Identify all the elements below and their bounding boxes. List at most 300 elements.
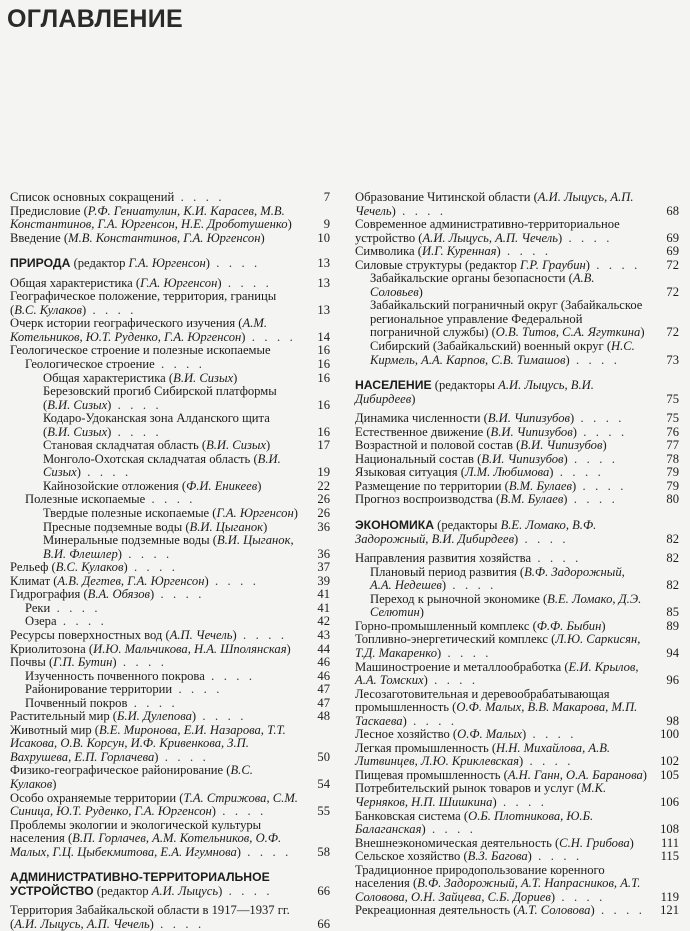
toc-entry-title: Введение (М.В. Константинов, Г.А. Юргенсон) <box>10 230 265 245</box>
leader-dots: . . . . <box>116 655 164 670</box>
toc-entry-text: Особо охраняемые территории <box>10 790 177 805</box>
toc-entry-title <box>10 190 174 204</box>
toc-entry-authors: А.И. Лыцусь, А.П. Чечель <box>422 230 558 245</box>
toc-entry-authors: В.С. Кулаков <box>10 763 253 791</box>
toc-section-heading[interactable] <box>355 379 679 406</box>
toc-entry-title: Образование Читинской области (А.И. Лыцусь, А.П. Чечель) <box>355 190 634 218</box>
toc-entry-authors: Т.А. Стрижова, С.М. Синица, Ю.Т. Руденко, Г.А. Юргенсон <box>10 790 298 819</box>
page-number: 47 <box>317 682 330 697</box>
leader-dots: . . . . <box>562 230 610 245</box>
toc-entry-text: Сибирский (Забайкальский) военный округ <box>370 339 604 354</box>
toc-entry[interactable] <box>355 552 679 566</box>
toc-entry[interactable] <box>355 593 679 620</box>
toc-entry-title: Сибирский (Забайкальский) военный округ (Н.С. Кирмель, А.А. Карпов, С.В. Тимашов) <box>370 339 635 367</box>
toc-entry-title: Физико-географическое районирование (В.С. Кулаков) <box>10 763 253 791</box>
leader-dots: . . . . <box>500 244 548 259</box>
toc-entry-text: Географическое положение, территория, границы <box>10 289 277 304</box>
toc-entry-authors: А.Т. Соловова <box>517 903 591 918</box>
toc-section-heading[interactable] <box>10 257 330 271</box>
toc-entry-title: Плановый период развития (В.Ф. Задорожный, А.А. Недешев) <box>370 564 625 593</box>
toc-entry[interactable] <box>10 521 330 535</box>
toc-entry-title: Кайнозойские отложения (Ф.И. Еникеев) <box>43 478 262 493</box>
toc-entry-authors: В.И. Чипизубов <box>481 451 564 466</box>
toc-entry-title: Березовский прогиб Сибирской платформы (В.И. Сизых) <box>43 384 277 412</box>
leader-dots: . . . . <box>576 478 624 493</box>
page-number: 43 <box>317 627 330 642</box>
page-number: 9 <box>323 217 330 232</box>
page-number: 72 <box>666 257 679 272</box>
toc-entry-title: Внешнеэкономическая деятельность (С.Н. Грибова) <box>355 835 634 850</box>
toc-entry-title: Национальный состав (В.И. Чипизубов) <box>355 451 568 466</box>
toc-entry-authors: В.И. Чипизубов <box>490 424 573 439</box>
toc-entry-authors: А.И. Лыцусь <box>151 883 219 898</box>
toc-entry-text: Изученность почвенного покрова <box>25 668 205 683</box>
leader-dots: . . . . <box>594 903 642 918</box>
toc-entry[interactable] <box>10 493 330 507</box>
leader-dots: . . . . <box>208 573 256 588</box>
leader-dots: . . . . <box>441 645 489 660</box>
page-number: 26 <box>317 492 330 507</box>
toc-entry-title: Прогноз воспроизводства (В.М. Булаев) <box>355 492 568 507</box>
toc-entry-title: Современное административно-территориальное устройство (А.И. Лыцусь, А.П. Чечель) <box>355 217 620 245</box>
toc-entry[interactable] <box>355 218 679 245</box>
toc-entry-authors: Г.А. Юргенсон <box>128 256 206 271</box>
page-number: 66 <box>317 916 330 931</box>
toc-entry[interactable] <box>355 742 679 769</box>
toc-entry-text: Внешнеэкономическая деятельность <box>355 835 552 850</box>
toc-entry-authors: Н.Н. Михайлова, А.В. Литвинцев, Л.Ю. Криклевская <box>355 740 611 769</box>
page-number: 54 <box>317 776 330 791</box>
toc-entry[interactable] <box>10 670 330 684</box>
page-number: 46 <box>317 668 330 683</box>
toc-entry-title: Силовые структуры (редактор Г.Р. Граубин) <box>355 257 590 272</box>
toc-entry[interactable] <box>10 358 330 372</box>
toc-entry-authors: Г.Р. Граубин <box>519 257 586 272</box>
leader-dots: . . . . <box>145 492 193 507</box>
toc-entry-authors: Л.Ю. Саркисян, Т.Д. Макаренко <box>355 632 641 660</box>
toc-entry[interactable] <box>10 615 330 629</box>
toc-entry-authors: О.В. Титов, С.А. Ягуткина <box>495 325 641 340</box>
page-number: 79 <box>666 478 679 493</box>
toc-entry-title: Потребительский рынок товаров и услуг (М.К. Черняков, Н.П. Шишкина) <box>355 781 607 809</box>
leader-dots: . . . . <box>531 849 580 864</box>
toc-entry[interactable] <box>355 850 679 864</box>
toc-entry[interactable] <box>10 534 330 561</box>
toc-entry[interactable] <box>355 340 679 367</box>
toc-entry[interactable] <box>10 819 330 860</box>
toc-entry-text: Пищевая промышленность <box>355 767 501 782</box>
toc-entry-title: Ресурсы поверхностных вод (А.П. Чечель) <box>10 627 237 642</box>
toc-entry-authors: В.З. Багова <box>467 849 528 864</box>
toc-entry[interactable] <box>355 272 679 299</box>
leader-dots: . . . . <box>111 424 159 439</box>
leader-dots: . . . . <box>241 844 289 859</box>
page-number: 13 <box>317 256 330 271</box>
toc-entry-authors: В.П. Горлачев, А.М. Котельников, О.Ф. Малых, Г.Ц. Цыбекмитова, Е.А. Игумнова <box>10 831 282 859</box>
toc-entry-authors: В.И. Сизых <box>47 397 108 412</box>
toc-entry[interactable] <box>10 904 330 931</box>
toc-entry[interactable] <box>355 453 679 467</box>
toc-entry-text: Легкая промышленность <box>355 740 489 755</box>
leader-dots: . . . . <box>80 465 129 480</box>
toc-entry[interactable] <box>10 588 330 602</box>
page-number: 68 <box>666 203 679 218</box>
toc-entry-title <box>25 682 172 696</box>
toc-section-heading[interactable] <box>355 519 679 546</box>
toc-entry-title: Минеральные подземные воды (В.И. Цыганок, В.И. Флешлер) <box>43 533 294 561</box>
page-number: 7 <box>323 190 330 204</box>
page-number: 41 <box>317 587 330 602</box>
toc-entry-text: Пресные подземные воды <box>43 519 183 534</box>
leader-dots: . . . . <box>526 727 574 742</box>
leader-dots: . . . . <box>553 465 601 480</box>
toc-entry-authors: В.И. Чипизубов <box>487 411 570 426</box>
toc-entry-title: АДМИНИСТРАТИВНО-ТЕРРИТОРИАЛЬНОЕ УСТРОЙСТВО (редактор А.И. Лыцусь) <box>10 870 270 898</box>
page-number: 55 <box>317 804 330 819</box>
leader-dots: . . . . <box>86 302 134 317</box>
toc-entry-authors: Н.С. Кирмель, А.А. Карпов, С.В. Тимашов <box>370 339 635 367</box>
toc-entry-title: Сельское хозяйство (В.З. Багова) <box>355 849 532 864</box>
toc-entry-text: Физико-географическое районирование <box>10 763 224 778</box>
toc-entry[interactable] <box>355 480 679 494</box>
toc-entry-authors: Г.П. Бутин <box>53 655 113 670</box>
toc-entry[interactable] <box>10 764 330 791</box>
toc-entry-text: Животный мир <box>10 722 92 737</box>
leader-dots: . . . . <box>567 451 615 466</box>
page-number: 78 <box>666 451 679 466</box>
toc-entry-authors: О.Ф. Малых, В.В. Макарова, М.П. Таскаева <box>355 700 638 728</box>
leader-dots: . . . . <box>531 551 579 566</box>
section-title: ПРИРОДА <box>10 256 71 271</box>
toc-entry-text: Плановый период развития <box>370 564 517 579</box>
toc-entry-text: Реки <box>25 600 51 615</box>
leader-dots: . . . . <box>121 546 170 561</box>
toc-entry-title: НАСЕЛЕНИЕ (редакторы А.И. Лыцусь, В.И. Дибирдеев) <box>355 378 594 406</box>
toc-entry-title: Твердые полезные ископаемые (Г.А. Юргенсон) <box>43 506 298 521</box>
toc-entry-title: Размещение по территории (В.М. Булаев) <box>355 478 577 493</box>
toc-entry-text: Районирование территории <box>25 682 173 697</box>
toc-entry-authors: С.Н. Грибова <box>559 835 630 850</box>
toc-entry-authors: А.Н. Ганн, О.А. Баранова <box>507 767 643 782</box>
toc-entry-text: Территория Забайкальской области в 1917—1937 гг. <box>10 903 290 918</box>
toc-entry[interactable] <box>10 792 330 819</box>
page-number: 106 <box>660 794 679 809</box>
toc-entry-title: Животный мир (В.Е. Миронова, Е.И. Назарова, Т.Т. Исакова, О.В. Корсун, И.Ф. Кривенкова, З.П. Вахрушева, Е.П. Горлачева) <box>10 722 286 764</box>
toc-entry-authors: Ф.И. Еникеев <box>186 478 258 493</box>
page-number: 17 <box>317 438 330 453</box>
toc-entry-title: Лесное хозяйство (О.Ф. Малых) <box>355 727 527 742</box>
toc-entry-title: Монголо-Охотская складчатая область (В.И. Сизых) <box>43 451 281 480</box>
toc-entry[interactable] <box>355 299 679 340</box>
toc-entry[interactable] <box>355 493 679 507</box>
page-number: 76 <box>666 424 679 439</box>
leader-dots: . . . . <box>111 397 159 412</box>
page-number: 42 <box>317 614 330 629</box>
toc-entry-text: Список основных сокращений <box>10 190 175 204</box>
page-number: 16 <box>317 370 330 385</box>
toc-entry[interactable] <box>355 810 679 837</box>
leader-dots: . . . . <box>196 709 244 724</box>
page-number: 85 <box>666 605 679 620</box>
toc-entry-text: Банковская система <box>355 808 461 823</box>
leader-dots: . . . . <box>245 329 293 344</box>
toc-entry-text: Очерк истории географического изучения <box>10 316 236 331</box>
section-title: НАСЕЛЕНИЕ <box>355 378 432 393</box>
page-number: 73 <box>666 352 679 367</box>
toc-entry-authors: А.И. Лыцусь, А.П. Чечель <box>355 190 634 218</box>
toc-entry[interactable] <box>10 643 330 657</box>
toc-entry-authors: В.Е. Миронова, Е.И. Назарова, Т.Т. Исакова, О.В. Корсун, И.Ф. Кривенкова, З.П. Вахрушева, Е.П. Горлачева <box>10 722 286 764</box>
toc-entry[interactable] <box>10 656 330 670</box>
toc-entry-title: Почвы (Г.П. Бутин) <box>10 655 117 670</box>
toc-entry[interactable] <box>10 602 330 616</box>
page-number: 75 <box>666 411 679 426</box>
toc-entry-authors: О.Ф. Малых <box>457 727 522 742</box>
toc-entry-authors: Ф.Ф. Быбин <box>536 618 602 633</box>
toc-entry-text: Размещение по территории <box>355 478 502 493</box>
toc-entry-authors: А.И. Лыцусь, В.И. Дибирдеев <box>355 378 594 406</box>
toc-entry[interactable] <box>355 633 679 660</box>
toc-entry-title: ЭКОНОМИКА (редакторы В.Е. Ломако, В.Ф. Задорожный, В.И. Дибирдеев) <box>355 518 597 546</box>
toc-entry-text: Рельеф <box>10 560 49 575</box>
toc-entry-title: Предисловие (Р.Ф. Гениатулин, К.И. Карасев, М.В. Константинов, Г.А. Юргенсон, Н.Е. Дроботушенко) <box>10 203 292 232</box>
section-title: ЭКОНОМИКА <box>355 518 435 533</box>
toc-entry[interactable] <box>10 372 330 386</box>
page-number: 96 <box>666 673 679 688</box>
toc-section-heading[interactable] <box>10 871 330 898</box>
toc-entry-title: Топливно-энергетический комплекс (Л.Ю. Саркисян, Т.Д. Макаренко) <box>355 632 641 660</box>
toc-entry[interactable] <box>355 904 679 918</box>
leader-dots: . . . . <box>158 749 206 764</box>
toc-entry-text: Горно-промышленный комплекс <box>355 618 530 633</box>
toc-entry-authors: В.И. Цыганок <box>189 519 264 534</box>
toc-entry-text: Общая характеристика <box>43 370 166 385</box>
toc-entry-text: Рекреационная деятельность <box>355 903 511 918</box>
page-title: ОГЛАВЛЕНИЕ <box>7 5 183 33</box>
toc-entry[interactable] <box>10 439 330 453</box>
toc-entry[interactable] <box>10 724 330 765</box>
toc-entry-text: Переход к рыночной экономике <box>370 591 540 606</box>
toc-entry[interactable] <box>355 837 679 851</box>
toc-entry-text: Символика <box>355 244 415 259</box>
page-number: 58 <box>317 844 330 859</box>
toc-entry-text: Топливно-энергетический комплекс <box>355 632 548 647</box>
toc-entry[interactable] <box>355 259 679 273</box>
toc-entry[interactable] <box>355 728 679 742</box>
page-number: 100 <box>660 727 679 742</box>
toc-entry-title: Кодаро-Удоканская зона Алданского щита (В.И. Сизых) <box>43 411 270 439</box>
leader-dots: . . . . <box>590 257 638 272</box>
toc-entry[interactable] <box>355 466 679 480</box>
toc-entry-text: Национальный состав <box>355 451 475 466</box>
page-number: 79 <box>666 465 679 480</box>
page-number: 66 <box>317 883 330 898</box>
toc-entry-text: Кайнозойские отложения <box>43 478 179 493</box>
toc-entry-authors: А.П. Чечель <box>169 627 233 642</box>
leader-dots: . . . . <box>153 916 202 931</box>
page-number: 36 <box>317 546 330 561</box>
toc-entry-text: Языковая ситуация <box>355 465 458 480</box>
toc-left-column <box>10 191 330 931</box>
toc-entry[interactable] <box>355 782 679 809</box>
toc-entry[interactable] <box>10 697 330 711</box>
leader-dots: . . . . <box>221 275 269 290</box>
toc-entry-title: ПРИРОДА (редактор Г.А. Юргенсон) <box>10 256 210 271</box>
toc-entry-text: Направления развития хозяйства <box>355 551 532 566</box>
toc-entry[interactable] <box>355 620 679 634</box>
toc-entry-title: Банковская система (О.Б. Плотникова, Ю.Б. Балаганская) <box>355 808 594 837</box>
toc-entry-title: Традиционное природопользование коренного населения (В.Ф. Задорожный, А.Т. Напрасников, А.Т. Соловова, О.Н. Зайцева, С.Б. Дориев) <box>355 862 641 904</box>
leader-dots: . . . . <box>406 713 455 728</box>
leader-dots: . . . . <box>56 614 104 629</box>
page-number: 13 <box>317 275 330 290</box>
toc-entry-authors: А.И. Лыцусь, А.П. Чечель <box>14 916 150 931</box>
toc-entry[interactable] <box>10 561 330 575</box>
toc-entry-authors: В.А. Обязов <box>87 587 150 602</box>
toc-entry-text: Общая характеристика <box>10 275 133 290</box>
leader-dots: . . . . <box>127 560 175 575</box>
toc-entry[interactable] <box>10 385 330 412</box>
toc-entry-authors: А.В. Дегтев, Г.А. Юргенсон <box>57 573 205 588</box>
toc-entry-authors: И.Ю. Мальчикова, Н.А. Шполянская <box>93 641 287 656</box>
toc-entry-text: Растительный мир <box>10 709 110 724</box>
page-number: 47 <box>317 695 330 710</box>
section-title: АДМИНИСТРАТИВНО-ТЕРРИТОРИАЛЬНОЕ УСТРОЙСТВО <box>10 870 270 898</box>
page-number: 115 <box>660 849 679 864</box>
toc-entry[interactable] <box>355 688 679 729</box>
toc-entry-authors: Б.И. Дулепова <box>117 709 192 724</box>
toc-entry-authors: Г.А. Юргенсон <box>216 506 294 521</box>
page-number: 16 <box>317 397 330 412</box>
toc-entry-authors: И.Г. Куренная <box>422 244 497 259</box>
toc-entry[interactable] <box>10 232 330 246</box>
toc-entry-text: Кодаро-Удоканская зона Алданского щита <box>43 411 270 426</box>
toc-entry-title: Общая характеристика (Г.А. Юргенсон) <box>10 275 222 290</box>
toc-entry[interactable] <box>10 629 330 643</box>
toc-entry[interactable] <box>10 205 330 232</box>
page-number: 16 <box>317 343 330 358</box>
toc-entry-text: Забайкальский пограничный округ (Забайкальское региональное управление Федеральной пограничной службы) <box>370 298 643 340</box>
toc-entry-title: Пресные подземные воды (В.И. Цыганок) <box>43 519 268 534</box>
toc-entry-authors: В.Ф. Задорожный, А.А. Недешев <box>370 564 625 593</box>
page-number: 111 <box>661 835 679 850</box>
page-number: 41 <box>317 600 330 615</box>
leader-dots: . . . . <box>172 682 220 697</box>
toc-entry-title: Особо охраняемые территории (Т.А. Стрижова, С.М. Синица, Ю.Т. Руденко, Г.А. Юргенсон) <box>10 790 298 819</box>
toc-entry[interactable] <box>355 661 679 688</box>
toc-entry-title: Машиностроение и металлообработка (Е.И. Крылов, А.А. Томских) <box>355 659 639 688</box>
toc-entry[interactable] <box>10 412 330 439</box>
toc-entry[interactable] <box>10 453 330 480</box>
leader-dots: . . . . <box>50 600 98 615</box>
toc-entry[interactable] <box>10 191 330 205</box>
toc-entry[interactable] <box>10 575 330 589</box>
toc-entry-text: Предисловие <box>10 203 81 218</box>
toc-entry-title: Пищевая промышленность (А.Н. Ганн, О.А. Баранова) <box>355 767 647 782</box>
toc-entry[interactable] <box>355 245 679 259</box>
toc-entry-authors: М.В. Константинов, Г.А. Юргенсон <box>68 230 261 245</box>
toc-entry-text: Почвенный покров <box>25 695 128 710</box>
toc-entry-text: Возрастной и половой состав <box>355 438 513 453</box>
toc-entry-text: Естественное движение <box>355 424 484 439</box>
toc-entry-text: Гидрография <box>10 587 81 602</box>
toc-entry-text: Минеральные подземные воды <box>43 533 210 548</box>
toc-entry-title <box>25 614 57 628</box>
toc-entry-title <box>25 669 205 683</box>
page-number: 77 <box>666 438 679 453</box>
leader-dots: . . . . <box>555 889 603 904</box>
toc-entry[interactable] <box>355 566 679 593</box>
toc-entry-title <box>25 492 145 506</box>
leader-dots: . . . . <box>204 668 253 683</box>
toc-entry[interactable] <box>355 439 679 453</box>
toc-entry-title: Горно-промышленный комплекс (Ф.Ф. Быбин) <box>355 618 606 633</box>
toc-entry-text: Монголо-Охотская складчатая область <box>43 451 251 466</box>
toc-entry-authors: М.К. Черняков, Н.П. Шишкина <box>355 781 607 809</box>
leader-dots: . . . . <box>567 492 615 507</box>
toc-entry[interactable] <box>355 864 679 905</box>
toc-entry-title: Естественное движение (В.И. Чипизубов) <box>355 424 577 439</box>
toc-entry-text: Динамика численности <box>355 411 481 426</box>
toc-entry-title: Символика (И.Г. Куренная) <box>355 244 501 259</box>
toc-entry-authors: Г.А. Юргенсон <box>140 275 218 290</box>
toc-entry-text: Прогноз воспроизводства <box>355 492 493 507</box>
leader-dots: . . . . <box>174 190 222 204</box>
toc-entry[interactable] <box>10 480 330 494</box>
leader-dots: . . . . <box>236 627 284 642</box>
leader-dots: . . . . <box>209 256 258 271</box>
toc-entry[interactable] <box>355 426 679 440</box>
toc-entry[interactable] <box>355 769 679 783</box>
toc-entry[interactable] <box>10 277 330 291</box>
toc-entry[interactable] <box>10 683 330 697</box>
toc-entry-authors: В.С. Кулаков <box>14 302 82 317</box>
toc-entry[interactable] <box>10 710 330 724</box>
toc-entry-title <box>25 601 50 615</box>
toc-entry-authors: Р.Ф. Гениатулин, К.И. Карасев, М.В. Константинов, Г.А. Юргенсон, Н.Е. Дроботушенко <box>10 203 288 232</box>
toc-entry[interactable] <box>355 412 679 426</box>
toc-entry-authors: А.В. Соловьев <box>370 271 595 299</box>
toc-entry[interactable] <box>10 344 330 358</box>
page-number: 48 <box>317 709 330 724</box>
toc-entry-title <box>25 357 155 371</box>
toc-entry-title: Общая характеристика (В.И. Сизых) <box>43 370 238 385</box>
leader-dots: . . . . <box>395 203 444 218</box>
toc-entry[interactable] <box>10 290 330 317</box>
toc-entry-title: Гидрография (В.А. Обязов) <box>10 587 155 602</box>
page-number: 36 <box>317 519 330 534</box>
toc-entry[interactable] <box>10 317 330 344</box>
toc-entry-authors: В.И. Цыганок, В.И. Флешлер <box>43 533 294 561</box>
toc-entry-text: Силовые структуры <box>355 257 462 272</box>
toc-entry-text: Современное административно-территориальное устройство <box>355 217 620 245</box>
toc-entry-text: Сельское хозяйство <box>355 849 461 864</box>
toc-entry[interactable] <box>355 191 679 218</box>
toc-entry-title: Географическое положение, территория, границы (В.С. Кулаков) <box>10 289 277 317</box>
leader-dots: . . . . <box>523 754 571 769</box>
toc-entry-text: Ресурсы поверхностных вод <box>10 627 163 642</box>
toc-entry-text: Березовский прогиб Сибирской платформы <box>43 384 277 399</box>
page-number: 39 <box>317 573 330 588</box>
toc-entry-title: Возрастной и половой состав (В.И. Чипизубов) <box>355 438 607 453</box>
toc-entry-title: Климат (А.В. Дегтев, Г.А. Юргенсон) <box>10 573 209 588</box>
leader-dots: . . . . <box>127 695 175 710</box>
toc-entry-authors: В.Ф. Задорожный, А.Т. Напрасников, А.Т. Соловова, О.Н. Зайцева, С.Б. Дориев <box>355 876 641 904</box>
toc-entry-authors: Е.И. Крылов, А.А. Томских <box>355 659 639 688</box>
toc-entry[interactable] <box>10 507 330 521</box>
toc-entry-text: Климат <box>10 573 51 588</box>
leader-dots: . . . . <box>576 424 625 439</box>
